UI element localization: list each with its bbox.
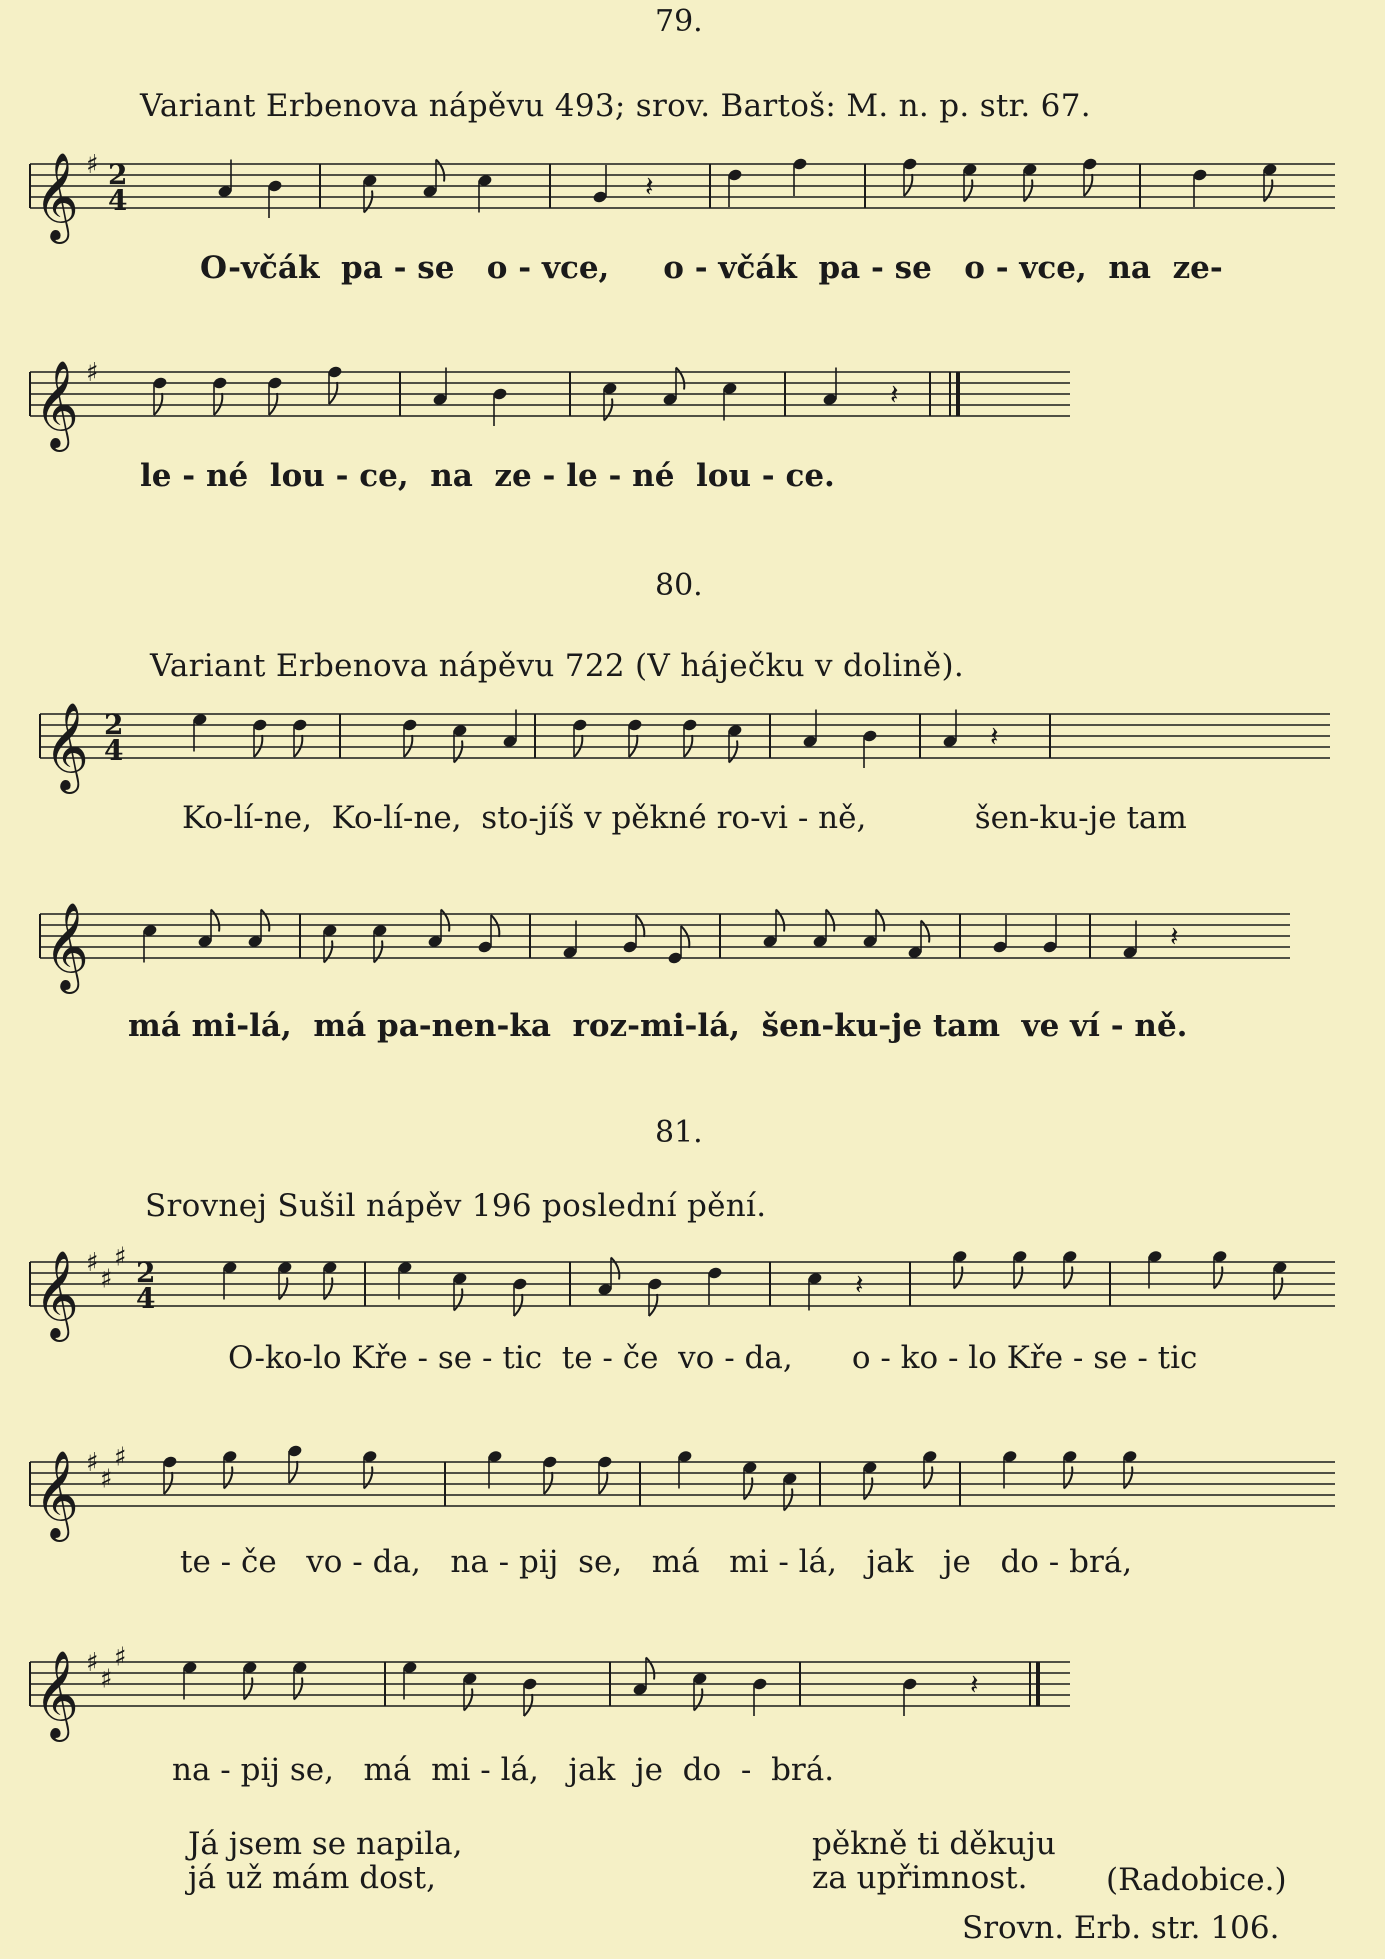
note-flag (279, 1278, 287, 1300)
note-flag (261, 910, 269, 932)
lyrics-line: O-včák pa - se o - vce, o - včák pa - se o - vce, na ze- (200, 250, 1223, 286)
lyrics-line: Ko-lí-ne, Ko-lí-ne, sto-jíš v pěkné ro-vi - ně, šen-ku-je tam (182, 800, 1187, 836)
time-signature-bottom: 4 (104, 734, 124, 767)
note-flag (864, 1478, 872, 1500)
sharp-icon: ♯ (86, 1448, 99, 1478)
time-signature-top: 2 (108, 158, 128, 191)
note-flag (491, 915, 499, 937)
note-flag (514, 1294, 522, 1316)
note-flag (744, 1478, 752, 1500)
note-flag (954, 1267, 962, 1289)
note-flag (921, 921, 929, 943)
lyrics-line: te - če vo - da, na - pij se, má mi - lá, jak je do - brá, (180, 1544, 1133, 1580)
note-flag (826, 910, 834, 932)
verse-right-2: za upřimnost. (812, 1860, 1028, 1896)
note-flag (374, 941, 382, 963)
note-flag (436, 160, 444, 182)
song-number: 81. (655, 1115, 703, 1150)
note-flag (964, 180, 972, 202)
sharp-icon: ♯ (114, 1242, 127, 1273)
note-flag (1264, 180, 1272, 202)
note-flag (244, 1678, 252, 1700)
note-flag (454, 741, 462, 763)
treble-clef-icon: 𝄞 (34, 1449, 79, 1538)
treble-clef-icon: 𝄞 (44, 701, 89, 790)
note-flag (676, 368, 684, 390)
rest-icon: 𝄽 (890, 378, 899, 411)
treble-clef-icon: 𝄞 (34, 1249, 79, 1338)
sharp-icon: ♯ (100, 1664, 113, 1695)
music-staff (30, 150, 1340, 240)
note-flag (611, 1258, 619, 1280)
note-flag (324, 1278, 332, 1300)
place-name: (Radobice.) (1106, 1862, 1287, 1898)
note-flag (464, 1689, 472, 1711)
source-note: Variant Erbenova nápěvu 493; srov. Bartoš: M. n. p. str. 67. (140, 88, 1091, 124)
note-flag (404, 735, 412, 757)
treble-clef-icon: 𝄞 (34, 1649, 79, 1738)
music-staff (30, 1442, 1340, 1538)
note-flag (904, 174, 912, 196)
note-flag (1064, 1267, 1072, 1289)
rest-icon: 𝄽 (645, 170, 654, 203)
note-flag (684, 735, 692, 757)
treble-clef-icon: 𝄞 (34, 359, 79, 448)
treble-clef-icon: 𝄞 (44, 901, 89, 990)
reference-note: Srovn. Erb. str. 106. (962, 1910, 1280, 1946)
note-flag (1014, 1267, 1022, 1289)
verse-left-1: Já jsem se napila, (188, 1826, 463, 1862)
note-flag (211, 910, 219, 932)
music-staff (40, 700, 1340, 790)
lyrics-line: O-ko-lo Kře - se - tic te - če vo - da, o - ko - lo Kře - se - tic (228, 1340, 1198, 1376)
note-flag (524, 1694, 532, 1716)
rest-icon: 𝄽 (855, 1268, 864, 1301)
music-staff (40, 900, 1300, 1000)
staff-79-1 (30, 150, 1340, 240)
note-flag (269, 393, 277, 415)
time-signature-bottom: 4 (136, 1282, 156, 1315)
note-flag (164, 1472, 172, 1494)
note-flag (649, 1294, 657, 1316)
staff-81-2 (30, 1442, 1340, 1538)
rest-icon: 𝄽 (1170, 920, 1179, 953)
sharp-icon: ♯ (100, 1264, 113, 1295)
note-flag (681, 926, 689, 948)
staff-81-1 (30, 1242, 1340, 1338)
note-flag (1214, 1267, 1222, 1289)
note-flag (324, 941, 332, 963)
note-flag (364, 191, 372, 213)
note-flag (1274, 1278, 1282, 1300)
note-flag (646, 1658, 654, 1680)
note-flag (441, 910, 449, 932)
note-flag (1024, 180, 1032, 202)
note-flag (454, 1289, 462, 1311)
song-number: 79. (655, 4, 703, 39)
note-flag (776, 910, 784, 932)
note-flag (729, 741, 737, 763)
rest-icon: 𝄽 (970, 1668, 979, 1701)
note-flag (694, 1689, 702, 1711)
staff-81-3 (30, 1642, 1080, 1738)
music-staff (30, 1242, 1340, 1338)
source-note: Srovnej Sušil nápěv 196 poslední pění. (145, 1188, 767, 1224)
note-flag (784, 1489, 792, 1511)
sharp-icon: ♯ (86, 358, 99, 388)
note-flag (214, 393, 222, 415)
note-flag (289, 1461, 297, 1483)
note-flag (876, 910, 884, 932)
note-flag (1064, 1467, 1072, 1489)
sharp-icon: ♯ (86, 1248, 99, 1278)
note-flag (636, 915, 644, 937)
song-number: 80. (655, 568, 703, 603)
sharp-icon: ♯ (114, 1642, 127, 1673)
note-flag (924, 1467, 932, 1489)
note-flag (574, 735, 582, 757)
note-flag (544, 1472, 552, 1494)
time-signature-top: 2 (136, 1256, 156, 1289)
sharp-icon: ♯ (86, 1648, 99, 1678)
note-flag (224, 1467, 232, 1489)
note-flag (604, 399, 612, 421)
staff-80-1 (40, 700, 1340, 790)
note-flag (329, 382, 337, 404)
sharp-icon: ♯ (86, 150, 99, 180)
lyrics-line: má mi-lá, má pa-nen-ka roz-mi-lá, šen-ku-je tam ve ví - ně. (128, 1008, 1188, 1044)
note-flag (254, 735, 262, 757)
source-note: Variant Erbenova nápěvu 722 (V háječku v dolině). (150, 648, 964, 684)
music-staff (30, 358, 1080, 448)
staff-80-2 (40, 900, 1300, 1000)
time-signature-top: 2 (104, 708, 124, 741)
note-flag (629, 735, 637, 757)
time-signature-bottom: 4 (108, 184, 128, 217)
lyrics-line: na - pij se, má mi - lá, jak je do - brá. (172, 1752, 835, 1788)
note-flag (364, 1467, 372, 1489)
note-flag (1084, 174, 1092, 196)
note-flag (294, 735, 302, 757)
note-flag (154, 393, 162, 415)
staff-79-2 (30, 358, 1080, 448)
verse-right-1: pěkně ti děkuju (812, 1826, 1056, 1862)
lyrics-line: le - né lou - ce, na ze - le - né lou - ce. (140, 458, 835, 494)
rest-icon: 𝄽 (990, 720, 999, 753)
sharp-icon: ♯ (114, 1442, 127, 1473)
note-flag (294, 1678, 302, 1700)
treble-clef-icon: 𝄞 (34, 151, 79, 240)
verse-left-2: já už mám dost, (188, 1860, 436, 1896)
note-flag (1124, 1467, 1132, 1489)
music-staff (30, 1642, 1080, 1738)
note-flag (599, 1472, 607, 1494)
sharp-icon: ♯ (100, 1464, 113, 1495)
